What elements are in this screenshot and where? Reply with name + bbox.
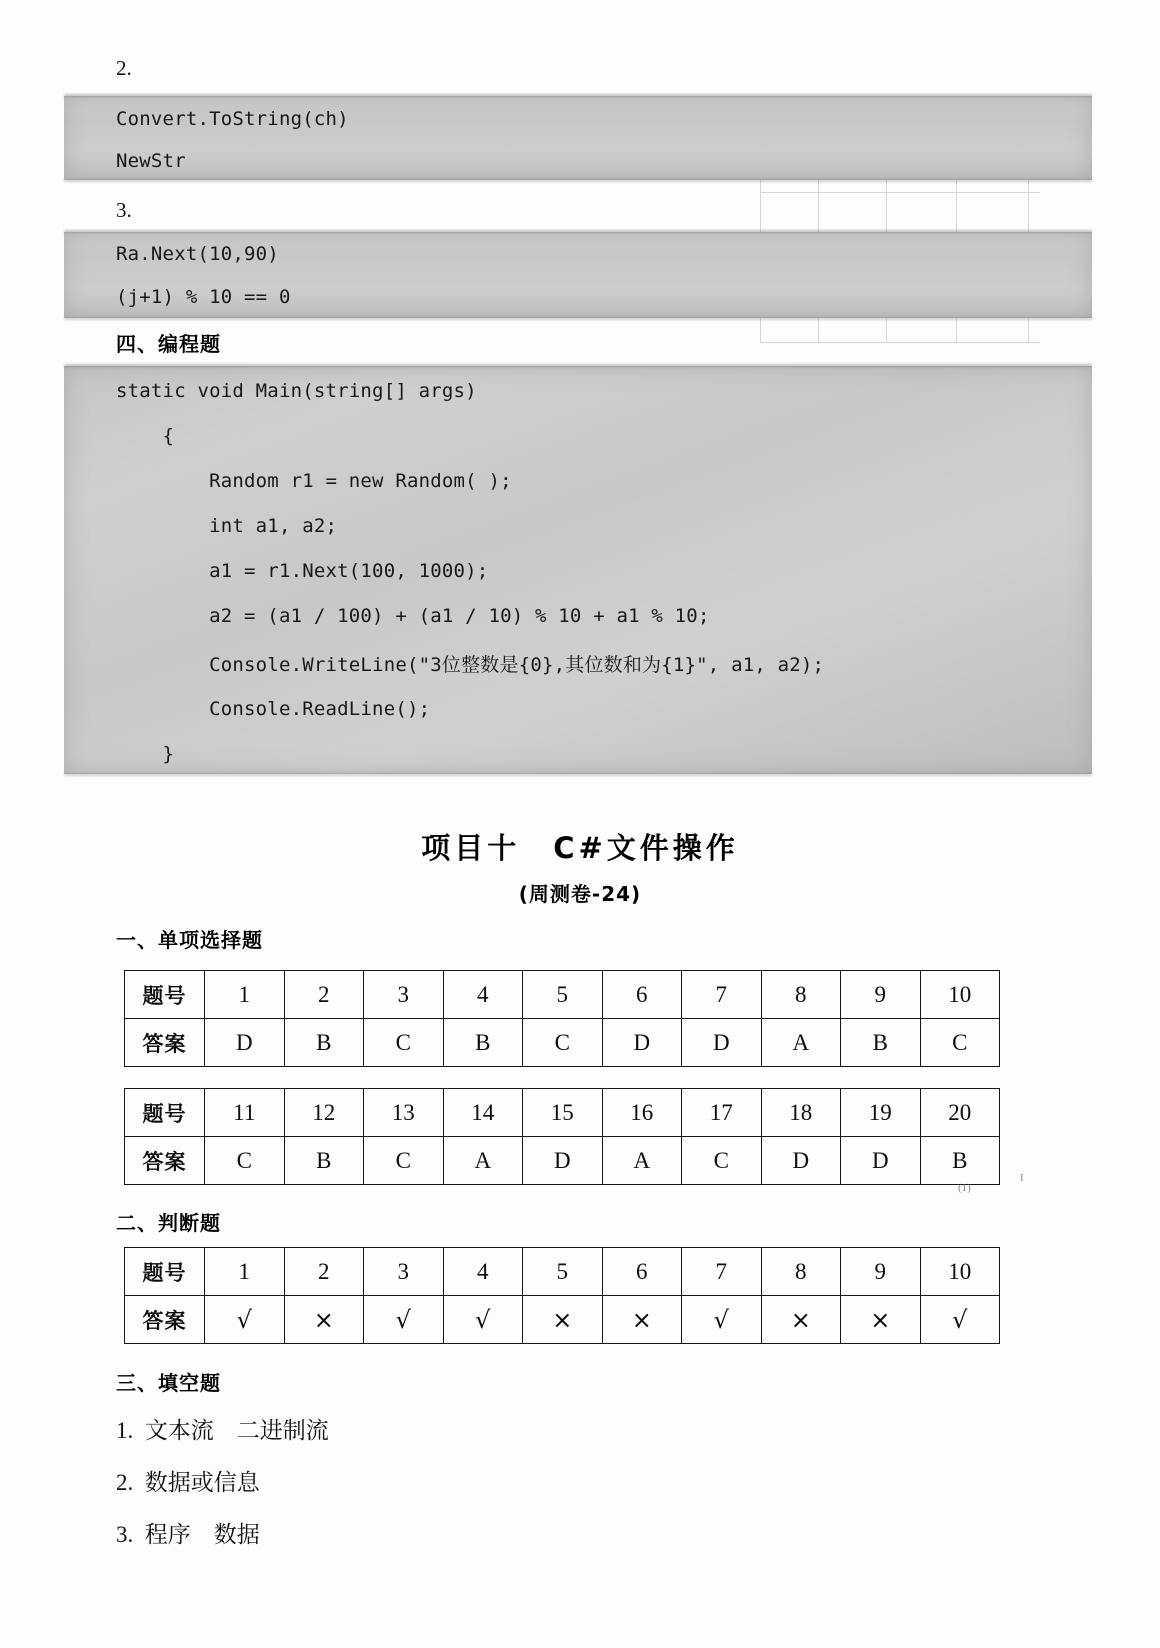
cell-question: 6 bbox=[602, 971, 682, 1019]
table-row bbox=[125, 1019, 1000, 1067]
row-header-answer: 答案 bbox=[125, 1137, 205, 1185]
cell-question: 10 bbox=[920, 971, 1000, 1019]
cell-answer: C bbox=[523, 1019, 603, 1067]
cell-question: 18 bbox=[761, 1089, 841, 1137]
cell-question: 8 bbox=[761, 971, 841, 1019]
heading-true-false: 二、判断题 bbox=[116, 1211, 221, 1235]
cell-question: 8 bbox=[761, 1248, 841, 1296]
code-line-6: a2 = (a1 / 100) + (a1 / 10) % 10 + a1 % 10; bbox=[116, 605, 710, 627]
table-row bbox=[125, 1296, 1000, 1344]
cell-answer: × bbox=[523, 1296, 603, 1344]
cell-question: 5 bbox=[523, 971, 603, 1019]
cell-answer: D bbox=[761, 1137, 841, 1185]
cell-answer: B bbox=[284, 1137, 364, 1185]
row-header-answer: 答案 bbox=[125, 1296, 205, 1344]
fill-in-blank-item-2: 2. 数据或信息 bbox=[116, 1470, 260, 1495]
cell-answer: B bbox=[920, 1137, 1000, 1185]
heading-multiple-choice: 一、单项选择题 bbox=[116, 928, 263, 952]
row-header-question: 题号 bbox=[125, 1248, 205, 1296]
item-2-number: 2. bbox=[116, 56, 132, 80]
cell-answer: × bbox=[602, 1296, 682, 1344]
cell-answer: D bbox=[205, 1019, 285, 1067]
cell-question: 16 bbox=[602, 1089, 682, 1137]
cell-question: 7 bbox=[682, 1248, 762, 1296]
cell-answer: B bbox=[841, 1019, 921, 1067]
heading-programming: 四、编程题 bbox=[116, 332, 221, 356]
true-false-table bbox=[124, 1247, 1000, 1344]
cell-answer: √ bbox=[205, 1296, 285, 1344]
item-2-line-2: NewStr bbox=[116, 150, 186, 172]
cell-answer: √ bbox=[920, 1296, 1000, 1344]
cell-question: 15 bbox=[523, 1089, 603, 1137]
cell-question: 12 bbox=[284, 1089, 364, 1137]
row-header-question: 题号 bbox=[125, 1089, 205, 1137]
cell-question: 13 bbox=[364, 1089, 444, 1137]
cell-answer: A bbox=[443, 1137, 523, 1185]
cell-answer: √ bbox=[682, 1296, 762, 1344]
cell-question: 2 bbox=[284, 1248, 364, 1296]
table-row bbox=[125, 1137, 1000, 1185]
fill-in-blank-item-3: 3. 程序 数据 bbox=[116, 1522, 260, 1547]
page-title: 项目十 C#文件操作 bbox=[421, 831, 739, 865]
cell-question: 4 bbox=[443, 971, 523, 1019]
item-3-number: 3. bbox=[116, 198, 132, 222]
cell-answer: × bbox=[284, 1296, 364, 1344]
heading-fill-in-blank: 三、填空题 bbox=[116, 1371, 221, 1395]
page-subtitle: (周测卷-24) bbox=[518, 882, 642, 906]
cell-answer: D bbox=[602, 1019, 682, 1067]
code-line-8: Console.ReadLine(); bbox=[116, 698, 431, 720]
cell-answer: D bbox=[523, 1137, 603, 1185]
cell-answer: C bbox=[682, 1137, 762, 1185]
scan-artifact-mark: (1) bbox=[958, 1182, 971, 1194]
cell-question: 17 bbox=[682, 1089, 762, 1137]
cell-question: 11 bbox=[205, 1089, 285, 1137]
code-line-3: Random r1 = new Random( ); bbox=[116, 470, 512, 492]
cell-answer: √ bbox=[364, 1296, 444, 1344]
cell-answer: × bbox=[761, 1296, 841, 1344]
item-2-line-1: Convert.ToString(ch) bbox=[116, 108, 349, 130]
cell-question: 1 bbox=[205, 971, 285, 1019]
item-3-line-2: (j+1) % 10 == 0 bbox=[116, 286, 291, 308]
code-line-9: } bbox=[116, 743, 175, 765]
row-header-answer: 答案 bbox=[125, 1019, 205, 1067]
cell-answer: √ bbox=[443, 1296, 523, 1344]
cell-question: 3 bbox=[364, 1248, 444, 1296]
cell-answer: C bbox=[364, 1019, 444, 1067]
table-row bbox=[125, 1248, 1000, 1296]
cell-question: 1 bbox=[205, 1248, 285, 1296]
cell-question: 20 bbox=[920, 1089, 1000, 1137]
cell-question: 6 bbox=[602, 1248, 682, 1296]
code-line-1: static void Main(string[] args) bbox=[116, 380, 477, 402]
code-line-7: Console.WriteLine("3位整数是{0},其位数和为{1}", a1, a2); bbox=[116, 654, 825, 676]
cell-question: 9 bbox=[841, 1248, 921, 1296]
multiple-choice-table-block-1 bbox=[124, 970, 1000, 1067]
cell-question: 9 bbox=[841, 971, 921, 1019]
table-row bbox=[125, 1089, 1000, 1137]
cell-answer: × bbox=[841, 1296, 921, 1344]
cell-question: 4 bbox=[443, 1248, 523, 1296]
multiple-choice-table-block-2 bbox=[124, 1088, 1000, 1185]
cell-answer: C bbox=[920, 1019, 1000, 1067]
cell-question: 10 bbox=[920, 1248, 1000, 1296]
item-3-line-1: Ra.Next(10,90) bbox=[116, 243, 279, 265]
code-line-2: { bbox=[116, 425, 175, 447]
cell-answer: C bbox=[205, 1137, 285, 1185]
cell-answer: A bbox=[602, 1137, 682, 1185]
cell-answer: C bbox=[364, 1137, 444, 1185]
fill-in-blank-item-1: 1. 文本流 二进制流 bbox=[116, 1418, 329, 1443]
cell-question: 3 bbox=[364, 971, 444, 1019]
cell-answer: D bbox=[682, 1019, 762, 1067]
cell-question: 5 bbox=[523, 1248, 603, 1296]
cell-answer: A bbox=[761, 1019, 841, 1067]
code-line-5: a1 = r1.Next(100, 1000); bbox=[116, 560, 489, 582]
table-row bbox=[125, 971, 1000, 1019]
code-line-4: int a1, a2; bbox=[116, 515, 338, 537]
cell-question: 14 bbox=[443, 1089, 523, 1137]
cell-question: 7 bbox=[682, 971, 762, 1019]
row-header-question: 题号 bbox=[125, 971, 205, 1019]
cell-answer: D bbox=[841, 1137, 921, 1185]
cell-answer: B bbox=[284, 1019, 364, 1067]
cell-question: 19 bbox=[841, 1089, 921, 1137]
cell-answer: B bbox=[443, 1019, 523, 1067]
scan-artifact-tick: I bbox=[1020, 1172, 1024, 1184]
cell-question: 2 bbox=[284, 971, 364, 1019]
